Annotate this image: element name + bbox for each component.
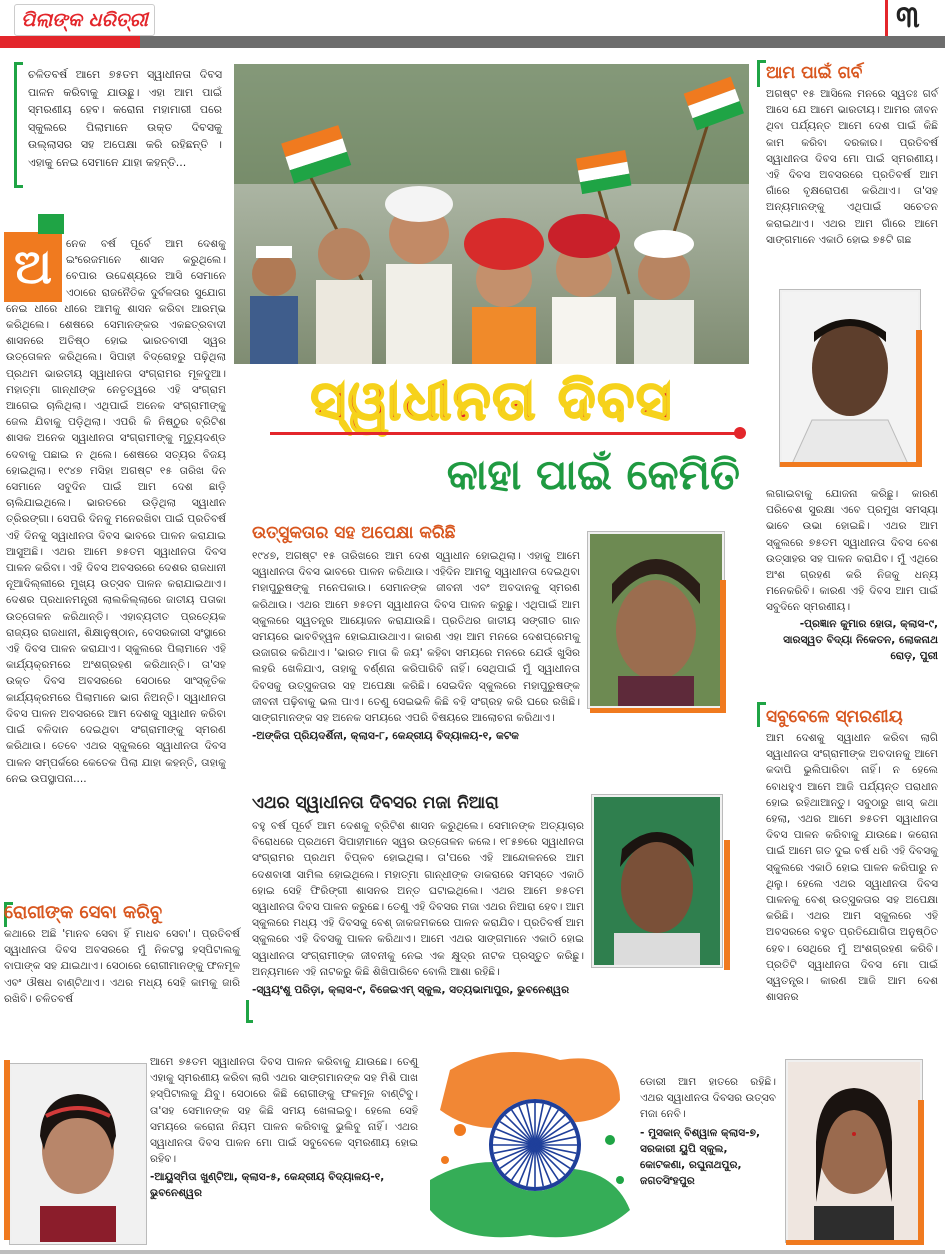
- children-flags-photo: [234, 64, 749, 364]
- headline-underline-dot: [734, 427, 746, 439]
- drop-cap: ଅ: [14, 239, 52, 295]
- pragyan-byline: -ପ୍ରଜ୍ଞାନ କୁମାର ହୋତା, କ୍ଲାସ-୯, ସାରସ୍ୱତ ବିଦ୍ୟା ନିକେତନ, ଲୋକନାଥ ରୋଡ଼, ପୁରୀ: [783, 617, 938, 662]
- ayusmita-body-top: କଥାରେ ଅଛି 'ମାନବ ସେବା ହିଁ ମାଧବ ସେବା'। ପ୍ରତିବର୍ଷ ସ୍ୱାଧୀନତା ଦିବସ ଅବସରରେ ମୁଁ ନିକଟସ୍ଥ ହସ୍ପିଟାଲକୁ ବାପାଙ୍କ ସହ ଯାଇଥାଏ। ସେଠାରେ ରୋଗୀମାନଙ୍କୁ ଫଳମୂଳ ଏବଂ ଔଷଧ ବାଣ୍ଟିଥାଏ। ଏଥର ମଧ୍ୟ ସେହି କାମକୁ ଜାରି ରଖିବି। ଚଳିତବର୍ଷ: [4, 928, 240, 1005]
- hero-photo: [234, 64, 749, 364]
- swayamshu-body: ବହୁ ବର୍ଷ ପୂର୍ବେ ଆମ ଦେଶକୁ ବ୍ରିଟିଶ ଶାସନ କରୁଥିଲେ। ସେମାନଙ୍କ ଅତ୍ୟାଚାର ବିରୋଧରେ ପ୍ରଥମେ ସିପାହୀମାନେ ସ୍ୱର ଉତ୍ତୋଳନ କଲେ। ୧୮୫୭ରେ ସ୍ୱାଧୀନତା ସଂଗ୍ରାମର ପ୍ରଥମ ବିପ୍ଳବ ହୋଇଥିଲା। ତା'ପରେ ଏହି ଆନ୍ଦୋଳନରେ ଆମ ଦେଶବାସୀ ସାମିଲ ହୋଇଥିଲେ। ମହାତ୍ମା ଗାନ୍ଧୀଙ୍କ ଡାକରାରେ ସମସ୍ତେ ଏକାଠି ହୋଇ ସେହି ଫିରିଙ୍ଗୀ ଶାସନର ଅନ୍ତ ଘଟାଇଥିଲେ। ଏଥର ଆମେ ୭୫ତମ ସ୍ୱାଧୀନତା ଦିବସ ପାଳନ କରୁଛେ। ତେଣୁ ଏହି ଦିବସର ମଜା ଏଥର ନିଆରା ହେବ। ଆମ ସ୍କୁଲରେ ମଧ୍ୟ ଏହି ଦିବସକୁ ବେଶ୍ ଜାକଜମକରେ ପାଳନ କରାଯିବ। ପ୍ରତିବର୍ଷ ଆମ ସ୍କୁଲରେ ଏହି ଦିବସକୁ ପାଳନ କରିଥାଏ। ଆମେ ଏଥର ସାଙ୍ଗମାନେ ଏକାଠି ହୋଇ ସ୍ୱାଧୀନତା ସଂଗ୍ରାମୀଙ୍କ ଜୀବନୀକୁ ନେଇ ଏକ କ୍ଷୁଦ୍ର ନାଟକ ପ୍ରସ୍ତୁତ କରିଛୁ। ଅନ୍ୟମାନେ ଏହି ନାଟକରୁ କିଛି ଶିଖିପାରିବେ ବୋଲି ଆଶା ରହିଛି।: [252, 820, 584, 978]
- muskan-body-bottom: ଡୋରୀ ଆମ ହାତରେ ରହିଛି। ଏଥର ସ୍ୱାଧୀନତା ଦିବସର ଉତ୍ସବ ମଜା ନେବି।: [640, 1076, 776, 1121]
- ashoka-chakra-graphic: [420, 1040, 640, 1250]
- ayusmita-body-bottom: ଆମେ ୭୫ତମ ସ୍ୱାଧୀନତା ଦିବସ ପାଳନ କରିବାକୁ ଯାଉଛେ। ତେଣୁ ଏହାକୁ ସ୍ମରଣୀୟ କରିବା ଲାଗି ଏଥର ସାଙ୍ଗମାନଙ୍କ ସହ ମିଶି ପାଖ ହସ୍ପିଟାଲକୁ ଯିବୁ। ସେଠାରେ କିଛି ରୋଗୀଙ୍କୁ ଫଳମୂଳ ବାଣ୍ଟିବୁ। ତା'ସହ ସେମାନଙ୍କ ସହ କିଛି ସମୟ ଖେଳାଇବୁ। ହେଲେ ସେହି ସମୟରେ କରୋନା ନିୟମ ପାଳନ କରିବାକୁ ଭୁଲିବୁ ନାହିଁ। ଏଥର ସ୍ୱାଧୀନତା ଦିବସ ପାଳନ ମୋ ପାଇଁ ସବୁବେଳେ ସ୍ମରଣୀୟ ହୋଇ ରହିବ।: [150, 1056, 418, 1166]
- ankita-article: [252, 522, 580, 744]
- ankita-heading: ଉତ୍ସୁକତାର ସହ ଅପେକ୍ଷା କରିଛି: [252, 523, 456, 543]
- masthead: [0, 0, 945, 50]
- pragyan-article-top: [766, 62, 938, 248]
- pragyan-photo-accent: [916, 330, 922, 466]
- headline-main: ସ୍ୱାଧୀନତା ଦିବସ: [310, 369, 674, 432]
- pragyan-photo-accent-bottom: [780, 462, 922, 467]
- pragyan-bracket: [757, 60, 766, 87]
- swayamshu-article: [252, 792, 584, 998]
- pragyan-body-top: ଅଗଷ୍ଟ ୧୫ ଆସିଲେ ମନରେ ସ୍ୱତଃ ଗର୍ବ ଆସେ ଯେ ଆମେ ଭାରତୀୟ। ଆମର ଜୀବନ ଥିବା ପର୍ଯ୍ୟନ୍ତ ଆମେ ଦେଶ ପାଇଁ କିଛି କାମ କରିବା ଦରକାର। ପ୍ରତିବର୍ଷ ସ୍ୱାଧୀନତା ଦିବସ ମୋ ପାଇଁ ସ୍ମରଣୀୟ। ଏହି ଦିବସ ଅବସରରେ ପ୍ରତିବର୍ଷ ଆମ ଗାଁରେ ବୃକ୍ଷରୋପଣ କରିଥାଏ। ତା'ସହ ଅନ୍ୟମାନଙ୍କୁ ଏଥିପାଇଁ ସଚେତନ କରାଇଥାଏ। ଏଥର ଆମ ଗାଁରେ ଆମେ ସାଙ୍ଗମାନେ ଏକାଠି ହୋଇ ୭୫ଟି ଗଛ: [766, 88, 938, 246]
- headline-underline: [270, 432, 740, 435]
- muskan-body-top: ଆମ ଦେଶକୁ ସ୍ୱାଧୀନ କରିବା ଲାଗି ସ୍ୱାଧୀନତା ସଂଗ୍ରାମୀଙ୍କ ଅବଦାନକୁ ଆମେ କଦାପି ଭୁଲିପାରିବା ନାହିଁ। ନ ହେଲେ ବୋଧହୁଏ ଆମେ ଆଜି ପର୍ଯ୍ୟନ୍ତ ପରାଧୀନ ହୋଇ ରହିଥାଆନ୍ତୁ। ସବୁଠାରୁ ଖାସ୍ କଥା ହେଲା, ଏଥର ଆମେ ୭୫ତମ ସ୍ୱାଧୀନତା ଦିବସ ପାଳନ କରିବାକୁ ଯାଉଛେ। କରୋନା ପାଇଁ ଆମେ ଗତ ଦୁଇ ବର୍ଷ ଧରି ଏହି ଦିବସକୁ ସ୍କୁଲରେ ଏକାଠି ହୋଇ ପାଳନ କରିପାରୁ ନ ଥିଲୁ। ହେଲେ ଏଥର ସ୍ୱାଧୀନତା ଦିବସ ପାଳନକୁ ବେଶ୍ ଉତ୍ସୁକତାର ସହ ଅପେକ୍ଷା କରିଛି। ଏଥର ଆମ ସ୍କୁଲରେ ଏହି ଅବସରରେ ବହୁତ ପ୍ରତିଯୋଗିତା ଅନୁଷ୍ଠିତ ହେବ। ସେଥିରେ ମୁଁ ଅଂଶଗ୍ରହଣ କରିବି। ପ୍ରତିଟି ସ୍ୱାଧୀନତା ଦିବସ ମୋ ପାଇଁ ସ୍ୱତନ୍ତ୍ର। କାରଣ ଆଜି ଆମ ଦେଶ ଶାସନର: [766, 732, 938, 1004]
- ayusmita-byline: -ଆୟୁସ୍ମିତା ଖୁଣ୍ଟିଆ, କ୍ଲାସ-୫, କେନ୍ଦ୍ରୀୟ ବିଦ୍ୟାଳୟ-୧, ଭୁବନେଶ୍ୱର: [150, 1171, 385, 1200]
- ankita-body: ୧୯୪୭, ଅଗଷ୍ଟ ୧୫ ତାରିଖରେ ଆମ ଦେଶ ସ୍ୱାଧୀନ ହୋଇଥିଲା। ଏହାକୁ ଆମେ ସ୍ୱାଧୀନତା ଦିବସ ଭାବରେ ପାଳନ କରିଥାଉ। ଏହିଦିନ ଆମକୁ ସ୍ୱାଧୀନତା ଦେଇଥିବା ମହାପୁରୁଷଙ୍କୁ ମନେପକାଉ। ସେମାନଙ୍କ ଜୀବନୀ ଏବଂ ଅବଦାନକୁ ସ୍ମରଣ କରିଥାଉ। ଏଥର ଆମେ ୭୫ତମ ସ୍ୱାଧୀନତା ଦିବସ ପାଳନ କରୁଛୁ। ଏଥିପାଇଁ ଆମ ସ୍କୁଲରେ ସ୍ୱତନ୍ତ୍ର ଆୟୋଜନ କରାଯାଉଛି। ପ୍ରତିଥର ଜାତୀୟ ସଙ୍ଗୀତ ଗାନ ସମୟରେ ଭାବବିହ୍ୱଳ ହୋଇଯାଉଥାଏ। କାରଣ ଏହା ଆମ ମନରେ ଦେଶପ୍ରେମକୁ ଉଜାଗର କରିଥାଏ। 'ଭାରତ ମାତା କି ଜୟ' କହିବା ସମୟରେ ମନରେ ଯେଉଁ ଖୁସିର ଲହରି ଖେଳିଯାଏ, ତାହାକୁ ବର୍ଣ୍ଣନା କରିପାରିବି ନାହିଁ। ସେଥିପାଇଁ ମୁଁ ସ୍ୱାଧୀନତା ଦିବସକୁ ଉତ୍ସୁକତାର ସହ ଅପେକ୍ଷା କରିଛି। ସେଇଦିନ ସ୍କୁଲରେ ମହାପୁରୁଷଙ୍କ ଜୀବନୀ ପଢ଼ିବାକୁ ଭଲ ପାଏ। ତେଣୁ ସେଇଭଳି କିଛି ବହି ସଂଗ୍ରହ କରି ଘରେ ରଖିଛି। ସାଙ୍ଗମାନଙ୍କ ସହ ଅନେକ ସମୟରେ ଏପରି ବିଷୟରେ ଆଲୋଚନା କରିଥାଏ।: [252, 550, 580, 725]
- swayamshu-photo: [592, 795, 722, 967]
- muskan-byline: - ମୁସକାନ୍ ବିଶ୍ୱାଳ କ୍ଲାସ-୭, ସରକାରୀ ୟୁପି ସ୍କୁଲ, କୋଟକଣା, ରଘୁନାଥପୁର, ଜଗତସିଂହପୁର: [640, 1126, 761, 1187]
- pragyan-body-bottom: ଲଗାଇବାକୁ ଯୋଜନା କରିଛୁ। କାରଣ ପରିବେଶ ସୁରକ୍ଷା ଏବେ ପ୍ରମୁଖ ସମସ୍ୟା ଭାବେ ଉଭା ହୋଇଛି। ଏଥର ଆମ ସ୍କୁଲରେ ୭୫ତମ ସ୍ୱାଧୀନତା ଦିବସ ବେଶ ଉତ୍ସାହର ସହ ପାଳନ କରାଯିବ। ମୁଁ ଏଥିରେ ଅଂଶ ଗ୍ରହଣ କରି ନିଜକୁ ଧନ୍ୟ ମନେକରିବି। କାରଣ ଏହି ଦିବସ ଆମ ପାଇଁ ସବୁଦିନେ ସ୍ମରଣୀୟ।: [766, 488, 938, 614]
- ankita-photo-accent: [720, 580, 726, 710]
- muskan-photo: [786, 1060, 922, 1242]
- masthead-rule-red: [0, 36, 140, 48]
- intro-text: ଚଳିତବର୍ଷ ଆମେ ୭୫ତମ ସ୍ୱାଧୀନତା ଦିବସ ପାଳନ କରିବାକୁ ଯାଉଛୁ। ଏହା ଆମ ପାଇଁ ସ୍ମରଣୀୟ ହେବ। କରୋନା ମହାମାରୀ ପରେ ସ୍କୁଲରେ ପିଲାମାନେ ଉକ୍ତ ଦିବସକୁ ଉଲ୍ଲାସର ସହ ଅପେକ୍ଷା କରି ରହିଛନ୍ତି । ଏହାକୁ ନେଇ ସେମାନେ ଯାହା କହନ୍ତି...: [28, 68, 222, 169]
- pragyan-article-bottom: [766, 486, 938, 664]
- muskan-heading: ସବୁବେଳେ ସ୍ମରଣୀୟ: [766, 707, 903, 727]
- lead-article-body: [6, 236, 226, 888]
- muskan-bracket: [757, 702, 766, 727]
- ayusmita-heading: ରୋଗୀଙ୍କ ସେବା କରିବୁ: [4, 902, 163, 923]
- lead-paragraph: ନେକ ବର୍ଷ ପୂର୍ବେ ଆମ ଦେଶକୁ ଇଂରେଜମାନେ ଶାସନ କରୁଥିଲେ। ବେପାର ଉଦ୍ଦେଶ୍ୟରେ ଆସି ସେମାନେ ଏଠାରେ ରାଜନୈତିକ ଦୁର୍ବଳତାର ସୁଯୋଗ ନେଇ ଧୀରେ ଧୀରେ ଆମକୁ ଶାସନ କରିବା ଆରମ୍ଭ କରିଥିଲେ। ଶେଷରେ ସେମାନଙ୍କର ଏକଛତ୍ରବାଦୀ ଶାସନରେ ଅତିଷ୍ଠ ହୋଇ ଭାରତବାସୀ ସ୍ୱର ଉତ୍ତୋଳନ କରିଥିଲେ। ସିପାହୀ ବିଦ୍ରୋହରୁ ପଢ଼ିଥିଲା ପ୍ରଥମ ଭାରତୀୟ ସ୍ୱାଧୀନତା ସଂଗ୍ରାମର ମୂଳଦୁଆ। ମହାତ୍ମା ଗାନ୍ଧୀଙ୍କ ନେତୃତ୍ୱରେ ଏହି ସଂଗ୍ରାମ ଆଗେଇ ଚାଲିଥିଲା। ଏଥିପାଇଁ ଅନେକ ସଂଗ୍ରାମୀଙ୍କୁ ଜେଲ ଯିବାକୁ ପଡ଼ିଥିଲା। ଏପରି କି ନିଷ୍ଠୁର ବ୍ରିଟିଶ ଶାସକ ଅନେକ ସ୍ୱାଧୀନତା ସଂଗ୍ରାମୀଙ୍କୁ ମୃତ୍ୟୁଦଣ୍ଡ ଦେବାକୁ ପଛାଇ ନ ଥିଲେ। ଶେଷରେ ସତ୍ୟର ବିଜୟ ହୋଇଥିଲା। ୧୯୪୭ ମସିହା ଅଗଷ୍ଟ ୧୫ ତାରିଖ ଦିନ ସେମାନେ ସବୁଦିନ ପାଇଁ ଆମ ଦେଶ ଛାଡ଼ି ଚାଲିଯାଇଥିଲେ। ଭାରତରେ ଉଡ଼ିଥିଲା ସ୍ୱାଧୀନ ତ୍ରିରଙ୍ଗା। ସେପରି ଦିନକୁ ମନେରଖିବା ପାଇଁ ପ୍ରତିବର୍ଷ ଏହି ଦିନକୁ ସ୍ୱାଧୀନତା ଦିବସ ଭାବରେ ପାଳନ କରାଯାଇ ଆସୁଅଛି। ଏଥର ଆମେ ୭୫ତମ ସ୍ୱାଧୀନତା ଦିବସ ପାଳନ କରିବା। ଏହି ଦିବସ ଅବସରରେ ଦେଶର ରାଜଧାନୀ ନୂଆଦିଲ୍ଲୀରେ ମୁଖ୍ୟ ଉତ୍ସବ ପାଳନ କରାଯାଇଥାଏ। ଦେଶର ପ୍ରଧାନମନ୍ତ୍ରୀ ଲାଲକିଲ୍ଲାରେ ଜାତୀୟ ପତାକା ଉତ୍ତୋଳନ କରିଥାନ୍ତି। ଏହାବ୍ୟତୀତ ପ୍ରତ୍ୟେକ ରାଜ୍ୟର ରାଜଧାନୀ, ଶିକ୍ଷାନୁଷ୍ଠାନ, ବେସରକାରୀ ସଂସ୍ଥାରେ ଏହି ଦିବସ ପାଳନ କରାଯାଏ। ସ୍କୁଲରେ ପିଲାମାନେ ଏହି କାର୍ଯ୍ୟକ୍ରମରେ ଅଂଶଗ୍ରହଣ କରିଥାନ୍ତି। ତା'ସହ ଉକ୍ତ ଦିବସ ଅବସରରେ ସେଠାରେ ସାଂସ୍କୃତିକ କାର୍ଯ୍ୟକ୍ରମରେ ପିଲାମାନେ ଭାଗ ନିଅନ୍ତି। ସ୍ୱାଧୀନତା ଦିବସ ପାଳନ ଅବସରରେ ଆମ ଦେଶକୁ ସ୍ୱାଧୀନ କରିବା ପାଇଁ ବଳିଦାନ ଦେଇଥିବା ସଂଗ୍ରାମୀଙ୍କୁ ସ୍ମରଣ କରିଥାଉ। ତେବେ ଏଥର ସ୍କୁଲରେ ସ୍ୱାଧୀନତା ଦିବସ ପାଳନ ସମ୍ପର୍କରେ କେତେକ ପିଲା ଯାହା କହନ୍ତି, ତାହାକୁ ନେଇ ଉପସ୍ଥାପନା....: [6, 238, 226, 785]
- ankita-photo: [588, 532, 724, 708]
- masthead-logo: [14, 4, 155, 36]
- ayusmita-article-bottom: [150, 1054, 418, 1201]
- ankita-byline: -ଅଙ୍କିତା ପ୍ରିୟଦର୍ଶିନୀ, କ୍ଲାସ-୮, କେନ୍ଦ୍ରୀୟ ବିଦ୍ୟାଳୟ-୧, କଟକ: [252, 730, 520, 743]
- muskan-photo-accent-bottom: [786, 1240, 924, 1245]
- ayusmita-article-top: [4, 902, 240, 1007]
- muskan-article-top: [766, 706, 938, 1005]
- footer-rule: [0, 1250, 945, 1254]
- ayusmita-photo-accent: [4, 1060, 10, 1240]
- swayamshu-byline: -ସ୍ୱୟଂଶୁ ପରିଡ଼ା, କ୍ଲାସ-୯, ବିଜେଇଏମ୍ ସ୍କୁଲ, ସତ୍ୟଭାମାପୁର, ଭୁବନେଶ୍ୱର: [252, 984, 570, 997]
- masthead-logo-text: ପିଲାଙ୍କ ଧରିତ୍ରୀ: [21, 9, 148, 31]
- headline-main-box: [252, 365, 732, 437]
- headline-sub: କାହା ପାଇଁ କେମିତି: [446, 450, 740, 499]
- masthead-rule: [0, 36, 945, 48]
- tricolour-splash: [420, 1040, 640, 1250]
- child-1: [250, 246, 298, 364]
- child-2: [316, 228, 372, 364]
- muskan-article-bottom: [640, 1074, 776, 1189]
- muskan-photo-accent: [918, 1100, 924, 1240]
- ankita-photo-accent-bottom: [590, 708, 726, 713]
- intro-bracket: [14, 62, 23, 188]
- swayamshu-heading: ଏଥର ସ୍ୱାଧୀନତା ଦିବସର ମଜା ନିଆରା: [252, 793, 499, 813]
- pragyan-heading: ଆମ ପାଇଁ ଗର୍ବ: [766, 63, 863, 83]
- drop-cap-accent: [38, 214, 64, 234]
- swayamshu-bracket: [246, 1000, 253, 1023]
- child-3: [385, 186, 453, 364]
- masthead-page-number: ୩: [896, 0, 920, 35]
- swayamshu-photo-accent: [724, 840, 730, 970]
- pragyan-photo: [780, 290, 920, 466]
- ayusmita-photo: [10, 1064, 146, 1244]
